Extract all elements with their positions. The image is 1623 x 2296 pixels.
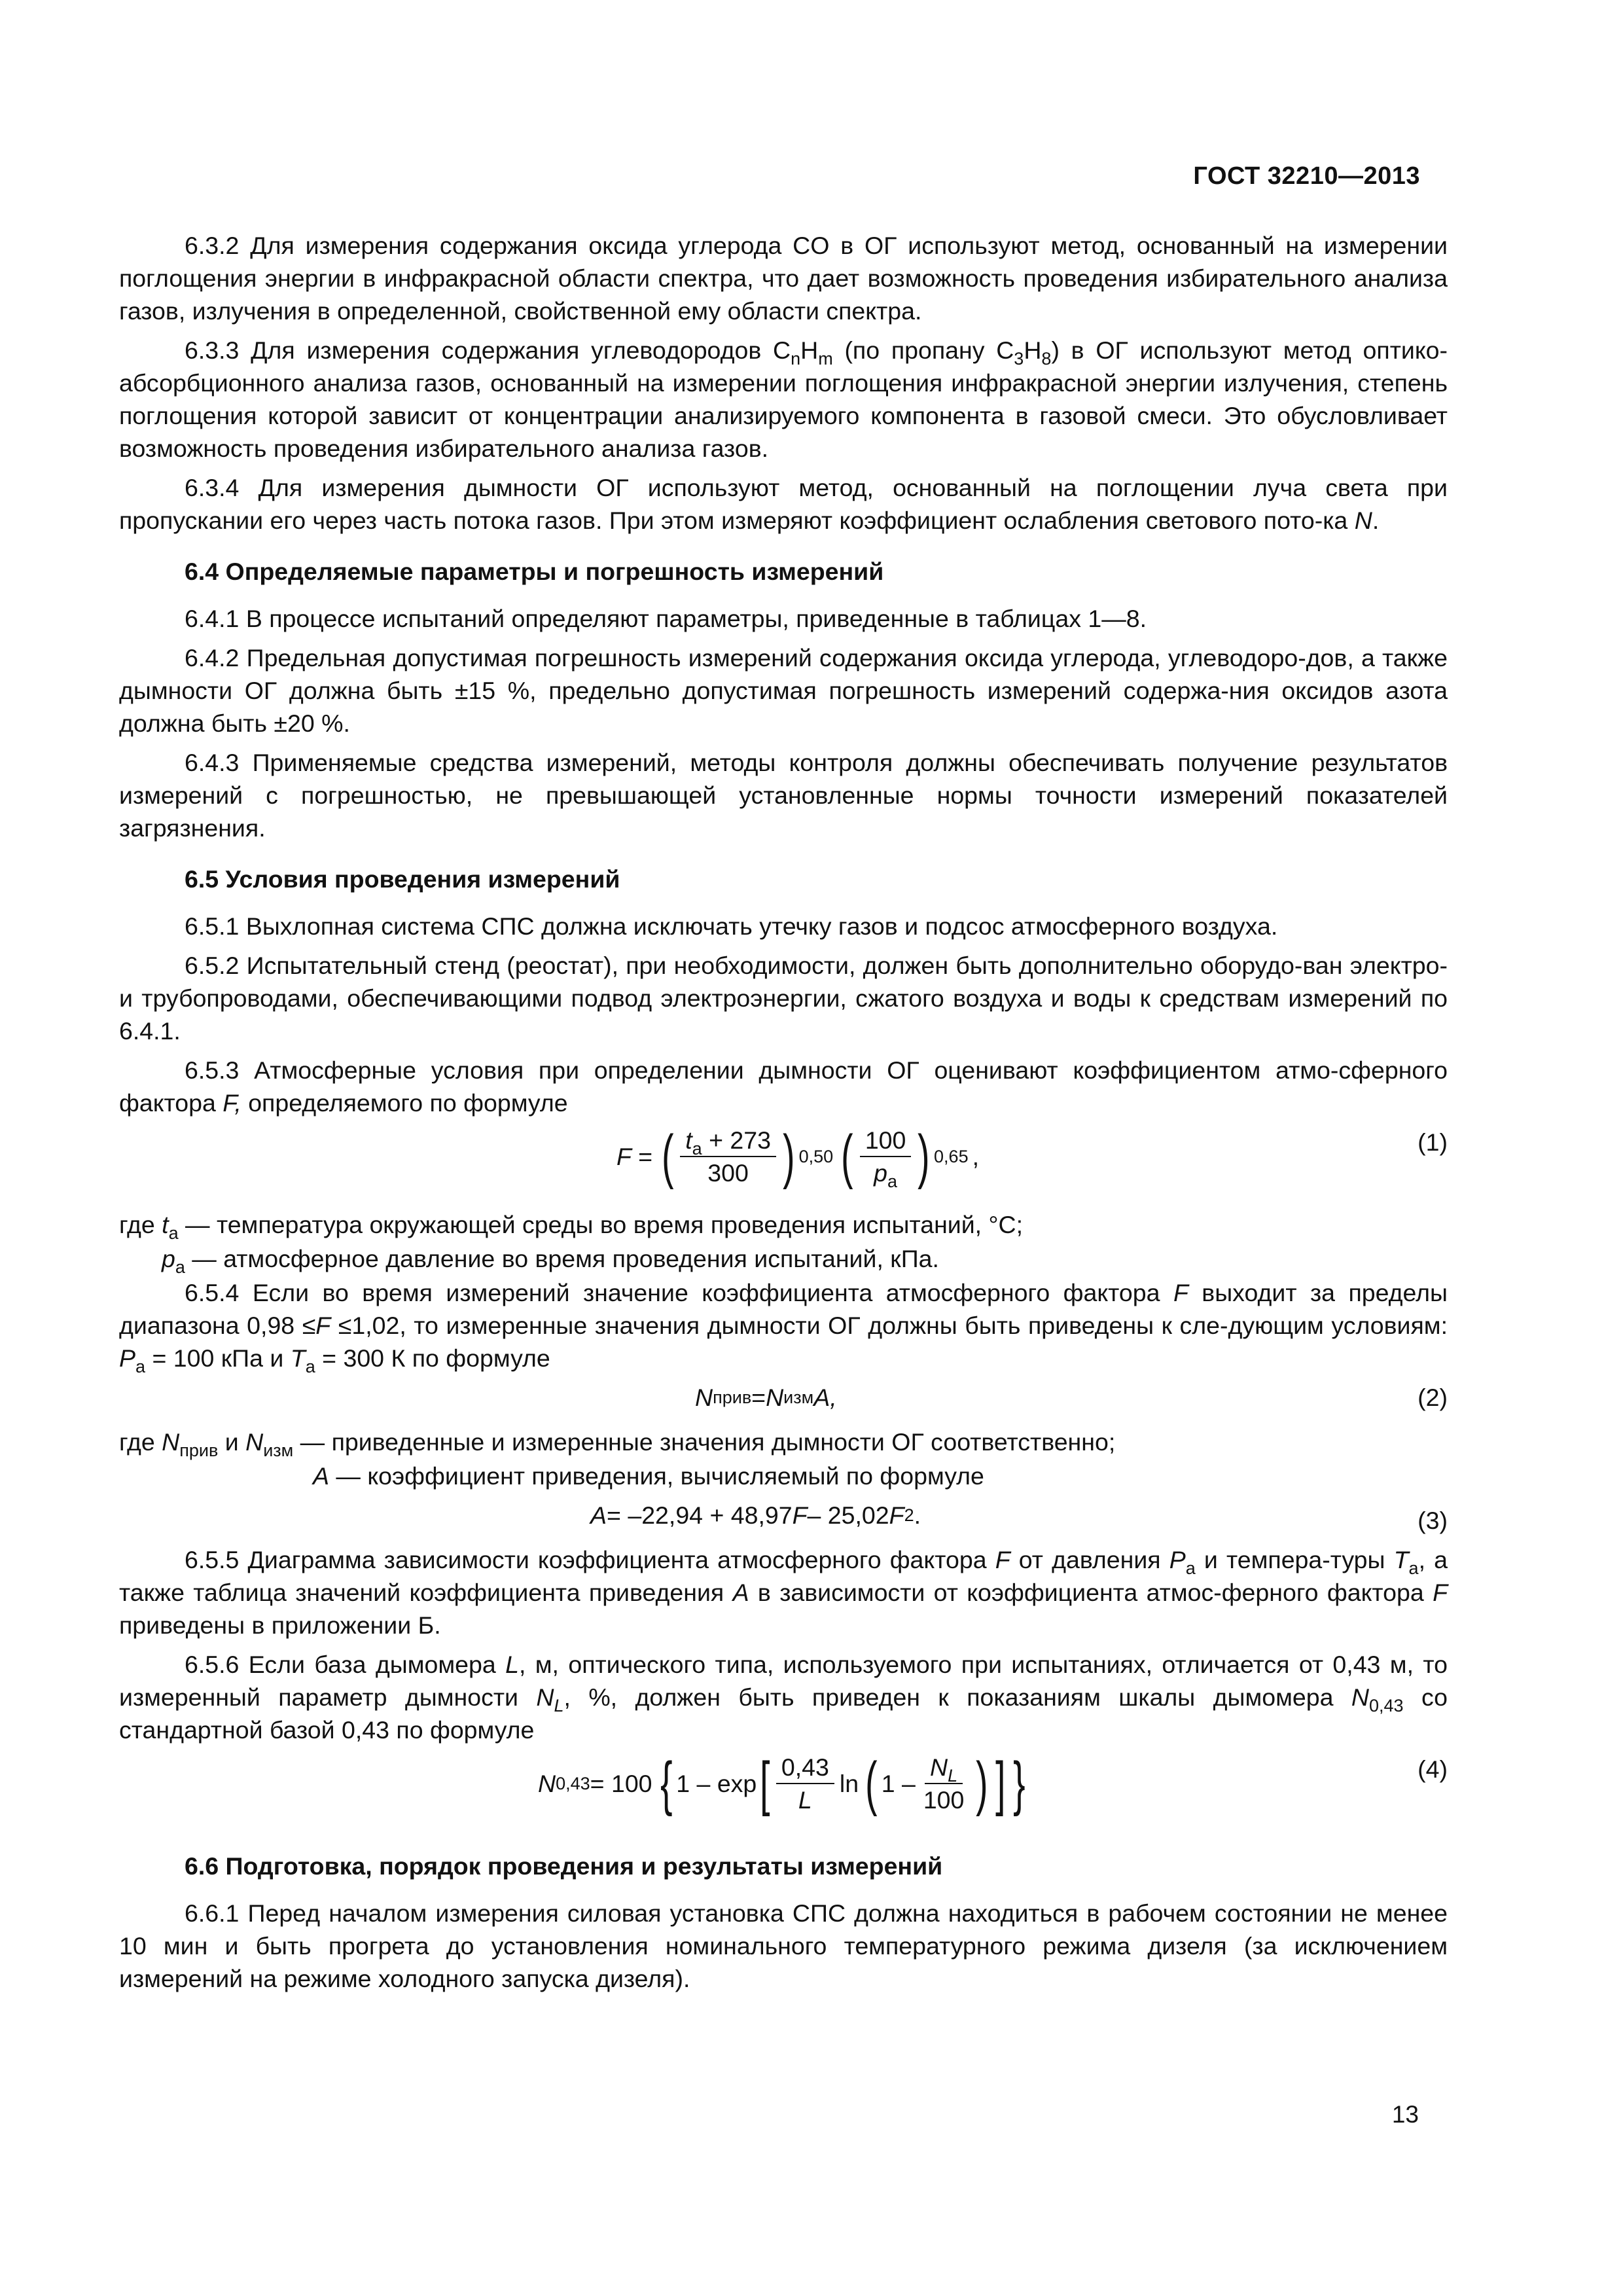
paragraph-6-6-1: 6.6.1 Перед началом измерения силовая установка СПС должна находиться в рабочем состоянии не менее 10 мин и быть прогрета до установления номинального температурного режима дизеля (за исключением измерений на режиме холодного запуска дизеля). bbox=[119, 1899, 1448, 1992]
formula-number-1: (1) bbox=[1418, 1128, 1448, 1156]
document-id: ГОСТ 32210—2013 bbox=[1193, 162, 1420, 190]
paragraph-6-4-3: 6.4.3 Применяемые средства измерений, методы контроля должны обеспечивать получение результатов измерений с погрешностью, не превышающей установленные нормы точности измерений показателей загрязнения. bbox=[119, 749, 1448, 842]
section-heading-6-5: 6.5 Условия проведения измерений bbox=[185, 865, 620, 893]
formula-number-3: (3) bbox=[1418, 1507, 1448, 1534]
paragraph-6-5-2: 6.5.2 Испытательный стенд (реостат), при необходимости, должен быть дополнительно оборудо-ван электро- и трубопроводами, обеспечивающими подвод электроэнергии, сжатого воздуха и воды к средствам измерений по 6.4.1. bbox=[119, 952, 1448, 1045]
paragraph-6-4-2: 6.4.2 Предельная допустимая погрешность измерений содержания оксида углерода, углеводоро-дов, а также дымности ОГ должна быть ±15 %, предельно допустимая погрешность измерений содержа-ния оксидов азота должна быть ±20 %. bbox=[119, 644, 1448, 737]
formula-1: F = ( $\frac{t_a + 273}{300}$ ) 0,50 ( $\frac{100}{p_a}$ ) 0,65 , (1) bbox=[616, 1123, 1448, 1191]
section-heading-6-4: 6.4 Определяемые параметры и погрешность измерений bbox=[185, 558, 884, 585]
paragraph-6-3-2: 6.3.2 Для измерения содержания оксида углерода CO в ОГ используют метод, основанный на измерении поглощения энергии в инфракрасной области спектра, что дает возможность проведения избирательного анализа газов, излучения в определенной, свойственной ему области спектра. bbox=[119, 232, 1448, 325]
formula-3: A = –22,94 + 48,97 F – 25,02 F 2 . (3) bbox=[119, 1499, 1448, 1539]
formula-number-4: (4) bbox=[1418, 1755, 1448, 1783]
page-number: 13 bbox=[1391, 2101, 1419, 2128]
legend-2-n: где $N_{прив}$ и $N_{изм}$ — приведенные и измеренные значения дымности ОГ соответственно; bbox=[119, 1428, 1116, 1460]
formula-number-2: (2) bbox=[1418, 1384, 1448, 1411]
formula-4: N 0,43 = 100 { 1 – exp [ $\frac{0,43}{L}$ ln ( 1 – $\frac{N_L}{100}$ ) ] } (4) bbox=[538, 1750, 1448, 1817]
paragraph-6-3-3: 6.3.3 Для измерения содержания углеводородов $C_nH_m$ (по пропану $C_3H_8$) в ОГ используют метод оптико-абсорбционного анализа газов, основанный на измерении поглощения инфракрасной энергии излучения, степень поглощения которой зависит от концентрации анализируемого компонента в газовой смеси. Это обусловливает возможность проведения избирательного анализа газов. bbox=[119, 336, 1448, 462]
document-body bbox=[119, 229, 1448, 2001]
paragraph-6-3-4: 6.3.4 Для измерения дымности ОГ используют метод, основанный на поглощении луча света при пропускании его через часть потока газов. При этом измеряют коэффициент ослабления светового пото-ка N. bbox=[119, 474, 1448, 534]
legend-2-a: A — коэффициент приведения, вычисляемый по формуле bbox=[313, 1462, 984, 1490]
legend-1-t: где $t_a$ — температура окружающей среды во время проведения испытаний, °С; bbox=[119, 1211, 1024, 1243]
legend-1-p: $p_a$ — атмосферное давление во время проведения испытаний, кПа. bbox=[162, 1245, 939, 1277]
paragraph-6-4-1: 6.4.1 В процессе испытаний определяют параметры, приведенные в таблицах 1—8. bbox=[185, 605, 1147, 632]
paragraph-6-5-3: 6.5.3 Атмосферные условия при определении дымности ОГ оценивают коэффициентом атмо-сферного фактора F, определяемого по формуле bbox=[119, 1056, 1448, 1117]
paragraph-6-5-6: 6.5.6 Если база дымомера L, м, оптического типа, используемого при испытаниях, отличается от 0,43 м, то измеренный параметр дымности $N_L$, %, должен быть приведен к показаниям шкалы дымомера $N_{0,43}$ со стандартной базой 0,43 по формуле bbox=[119, 1651, 1448, 1744]
paragraph-6-5-1: 6.5.1 Выхлопная система СПС должна исключать утечку газов и подсос атмосферного воздуха. bbox=[185, 912, 1278, 940]
paragraph-6-5-4: 6.5.4 Если во время измерений значение коэффициента атмосферного фактора F выходит за пределы диапазона 0,98 ≤F ≤1,02, то измеренные значения дымности ОГ должны быть приведены к сле-дующим условиям: $P_a = 100$ кПа и $T_a = 300$ К по формуле bbox=[119, 1279, 1448, 1376]
section-heading-6-6: 6.6 Подготовка, порядок проведения и результаты измерений bbox=[185, 1852, 943, 1880]
paragraph-6-5-5: 6.5.5 Диаграмма зависимости коэффициента атмосферного фактора F от давления $P_a$ и темпера-туры $T_a$, а также таблица значений коэффициента приведения A в зависимости от коэффициента атмос-ферного фактора F приведены в приложении Б. bbox=[119, 1546, 1448, 1639]
formula-2: N прив = N изм A, (2) bbox=[119, 1381, 1448, 1422]
